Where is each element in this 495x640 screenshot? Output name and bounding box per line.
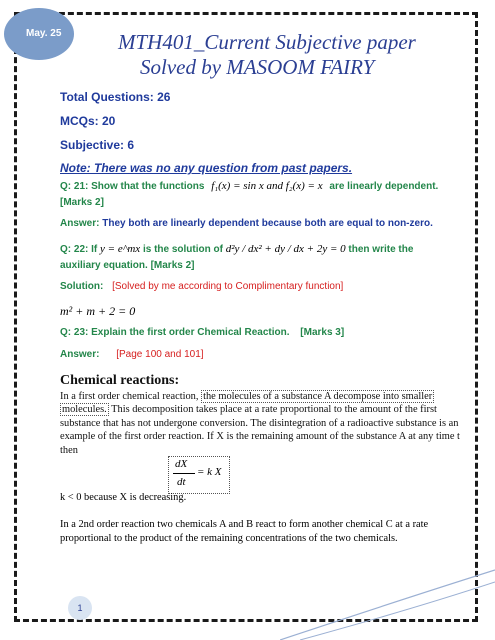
q22-equation: m² + m + 2 = 0 — [60, 304, 136, 318]
excerpt-para1-b: the molecules of a substance A decompose into smaller — [203, 390, 433, 402]
q22-formula1: y = e^mx — [100, 243, 141, 255]
q23-reference: [Page 100 and 101] — [116, 349, 204, 360]
date-badge-label: May. 25 — [26, 28, 62, 39]
q21-answer — [60, 218, 433, 229]
excerpt-para1-c: molecules. — [62, 404, 107, 416]
excerpt-equation — [168, 456, 230, 494]
q22-solution-note: [Solved by me according to Complimentary function] — [112, 281, 344, 292]
page-title: MTH401_Current Subjective paper — [118, 30, 416, 54]
q22-line2: auxiliary equation. [Marks 2] — [60, 260, 195, 271]
total-questions: Total Questions: 26 — [60, 90, 171, 104]
excerpt-para3: In a 2nd order reaction two chemicals A and B react to form another chemical C at a rate proportional to the product of the remaining concentrations of the two chemicals. — [60, 519, 429, 544]
q22 — [60, 243, 413, 255]
q22-middle: is the solution of — [142, 244, 223, 255]
eq-denominator: dt — [177, 476, 186, 488]
q21-answer-label: Answer: — [60, 218, 100, 229]
q21 — [60, 180, 438, 192]
note: Note: There was no any question from past papers. — [60, 161, 353, 175]
q22-solution-label: Solution: — [60, 281, 104, 292]
q21-prefix: Q: 21: Show that the functions — [60, 181, 205, 192]
q22-prefix: Q: 22: If — [60, 244, 98, 255]
q22-suffix: then write the — [348, 244, 414, 255]
page-number: 1 — [68, 596, 92, 620]
q21-suffix: are linearly dependent. — [329, 181, 439, 192]
subjective-count: Subjective: 6 — [60, 138, 135, 152]
date-badge — [4, 8, 74, 60]
q23-answer-label: Answer: — [60, 349, 100, 360]
excerpt-heading: Chemical reactions: — [60, 373, 180, 388]
eq-fraction-bar — [173, 473, 195, 474]
excerpt-para1-d: This decomposition takes place at a rate proportional to the amount of the first substance that has not undergone conversion. The disintegration of a radioactive substance is an example of the first order reaction. If X is the remaining amount of the substance A at any time t then — [60, 404, 460, 456]
eq-numerator: dX — [175, 458, 188, 470]
excerpt-para1 — [60, 390, 460, 458]
q23-marks: [Marks 3] — [300, 327, 345, 338]
q22-formula2: d²y / dx² + dy / dx + 2y = 0 — [225, 243, 346, 255]
q22-solution — [60, 281, 343, 292]
q23 — [60, 327, 344, 338]
q23-text: Q: 23: Explain the first order Chemical Reaction. — [60, 327, 290, 338]
excerpt-para1-a: In a first order chemical reaction, — [60, 390, 199, 402]
textbook-excerpt — [60, 374, 460, 458]
q21-formula: f₁(x) = sin x and f₂(x) = x — [211, 180, 323, 192]
q23-answer — [60, 349, 204, 360]
decorative-curve — [280, 560, 495, 640]
eq-rhs: = k X — [197, 466, 222, 478]
page-subtitle: Solved by MASOOM FAIRY — [140, 55, 375, 79]
q21-answer-text: They both are linearly dependent because both are equal to non-zero. — [102, 218, 433, 229]
q21-marks: [Marks 2] — [60, 197, 104, 208]
mcq-count: MCQs: 20 — [60, 114, 116, 128]
excerpt-para2: k < 0 because X is decreasing. — [60, 492, 187, 503]
